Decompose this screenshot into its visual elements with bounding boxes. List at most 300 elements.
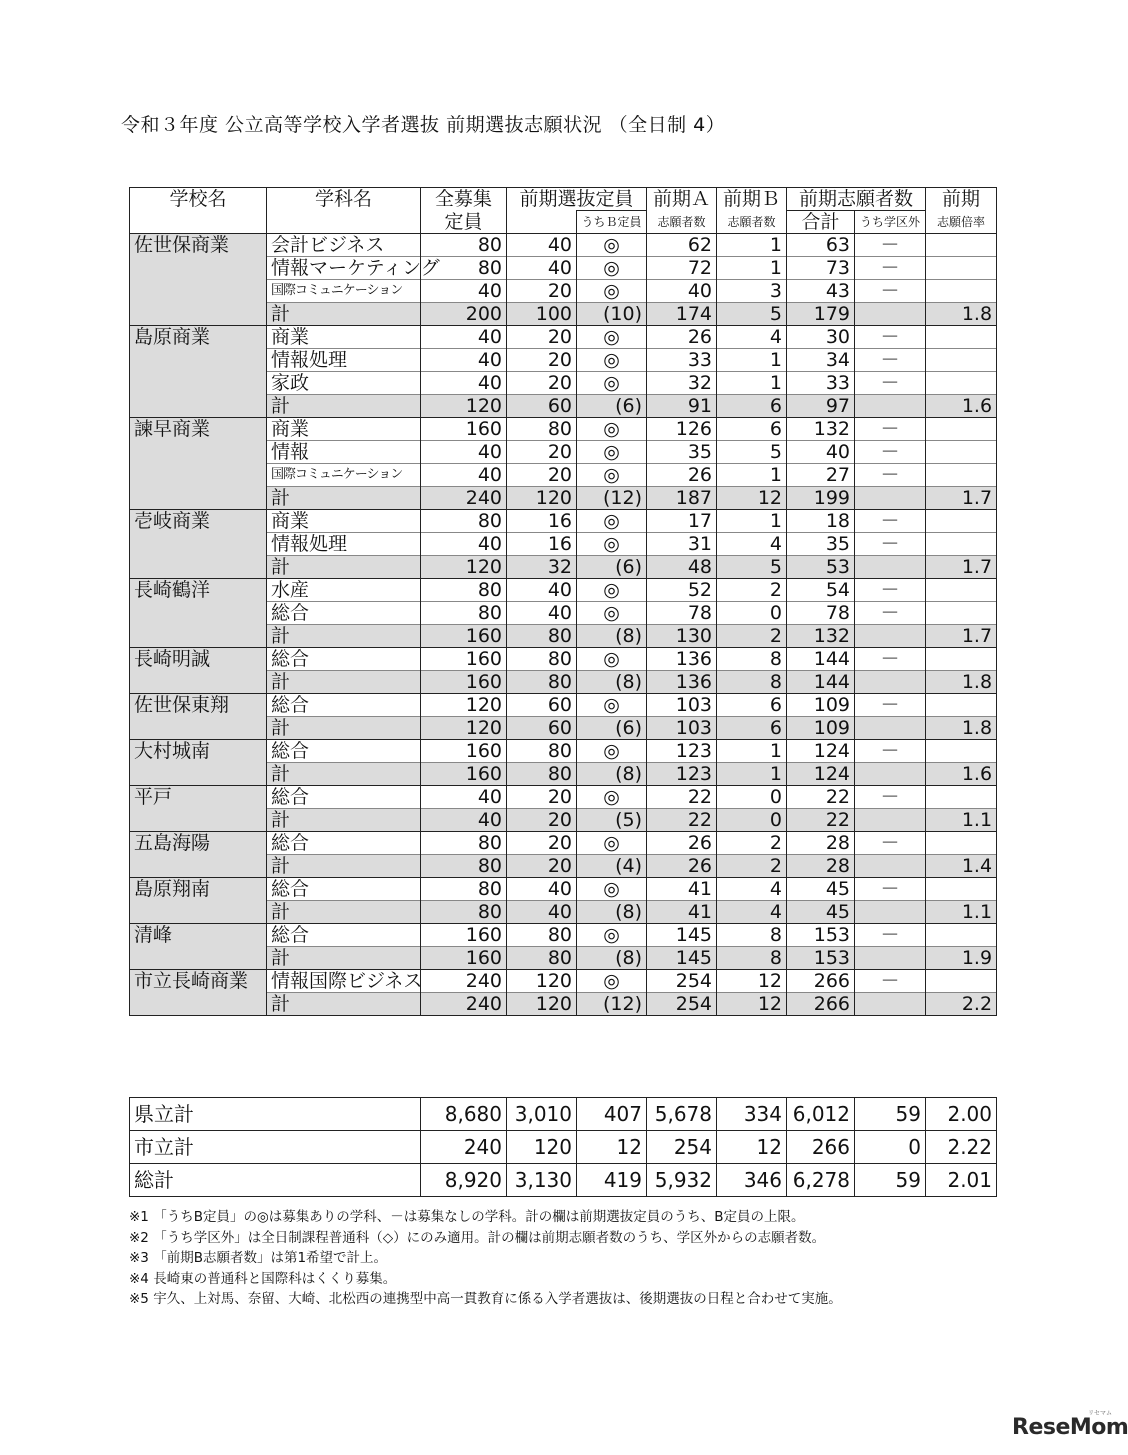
- cell-quota: 100: [507, 303, 577, 326]
- cell-bapp: 6: [717, 717, 787, 740]
- total-a: 5,932: [647, 1164, 717, 1197]
- b-header: 前期Ｂ: [717, 188, 787, 211]
- cell-out: [855, 487, 926, 510]
- watermark-logo: ReseMom: [1012, 1415, 1128, 1440]
- cell-bapp: 8: [717, 947, 787, 970]
- cell-out: －: [855, 372, 926, 395]
- grand-total-row: [130, 1098, 997, 1131]
- cell-out: [855, 671, 926, 694]
- cell-total: 27: [787, 464, 855, 487]
- cell-b: (8): [577, 625, 647, 648]
- cell-ratio: [926, 510, 997, 533]
- cell-ratio: 1.6: [926, 763, 997, 786]
- cell-a: 35: [647, 441, 717, 464]
- cell-ratio: 1.8: [926, 671, 997, 694]
- cell-bapp: 12: [717, 487, 787, 510]
- cell-bapp: 1: [717, 763, 787, 786]
- cell-total: 43: [787, 280, 855, 303]
- cell-a: 254: [647, 970, 717, 993]
- cell-bapp: 8: [717, 671, 787, 694]
- dept-name: 計: [267, 809, 421, 832]
- cell-bapp: 2: [717, 579, 787, 602]
- total-label: 県立計: [130, 1098, 421, 1131]
- cell-a: 41: [647, 901, 717, 924]
- cell-ratio: [926, 786, 997, 809]
- cell-a: 103: [647, 694, 717, 717]
- cell-cap: 80: [421, 257, 507, 280]
- cell-cap: 40: [421, 464, 507, 487]
- cell-total: 179: [787, 303, 855, 326]
- cell-total: 45: [787, 901, 855, 924]
- cell-ratio: 1.1: [926, 809, 997, 832]
- total-out: 59: [855, 1098, 926, 1131]
- a-header: 前期Ａ: [647, 188, 717, 211]
- dept-name: 情報処理: [267, 533, 421, 556]
- grand-total-row: [130, 1164, 997, 1197]
- cell-quota: 20: [507, 441, 577, 464]
- cell-b: (4): [577, 855, 647, 878]
- cell-total: 199: [787, 487, 855, 510]
- total-total: 6,012: [787, 1098, 855, 1131]
- watermark-sub: リセマム: [1088, 1410, 1112, 1417]
- cell-a: 136: [647, 648, 717, 671]
- cell-bapp: 1: [717, 349, 787, 372]
- total-ratio: 2.00: [926, 1098, 997, 1131]
- cell-b: ◎: [577, 234, 647, 257]
- cell-quota: 20: [507, 786, 577, 809]
- cell-b: ◎: [577, 464, 647, 487]
- cell-total: 35: [787, 533, 855, 556]
- cell-out: －: [855, 602, 926, 625]
- cell-b: (6): [577, 556, 647, 579]
- dept-name: 総合: [267, 648, 421, 671]
- cell-ratio: 1.9: [926, 947, 997, 970]
- cell-quota: 20: [507, 349, 577, 372]
- ratio-sub-header: 志願倍率: [926, 211, 997, 234]
- cell-ratio: [926, 878, 997, 901]
- out-district-header: うち学区外: [855, 211, 926, 234]
- total-total: 266: [787, 1131, 855, 1164]
- dept-name: 計: [267, 671, 421, 694]
- cell-quota: 32: [507, 556, 577, 579]
- cell-a: 130: [647, 625, 717, 648]
- dept-name: 情報国際ビジネス: [267, 970, 421, 993]
- cell-a: 145: [647, 924, 717, 947]
- total-b: 12: [577, 1131, 647, 1164]
- cell-quota: 40: [507, 234, 577, 257]
- cell-out: －: [855, 740, 926, 763]
- cell-bapp: 1: [717, 740, 787, 763]
- cell-ratio: [926, 326, 997, 349]
- page-title: 令和３年度 公立高等学校入学者選抜 前期選抜志願状況 （全日制 4）: [121, 114, 726, 136]
- cell-quota: 120: [507, 993, 577, 1016]
- cell-out: －: [855, 878, 926, 901]
- cell-a: 72: [647, 257, 717, 280]
- total-bapp: 346: [717, 1164, 787, 1197]
- cell-quota: 20: [507, 809, 577, 832]
- dept-name: 総合: [267, 832, 421, 855]
- cell-ratio: [926, 441, 997, 464]
- cell-out: －: [855, 510, 926, 533]
- dept-name: 国際コミュニケーション: [267, 464, 421, 487]
- cell-a: 32: [647, 372, 717, 395]
- capacity-header-2: 定員: [421, 211, 507, 234]
- cell-out: －: [855, 579, 926, 602]
- cell-a: 136: [647, 671, 717, 694]
- total-ratio: 2.22: [926, 1131, 997, 1164]
- cell-out: －: [855, 694, 926, 717]
- school-name: 五島海陽: [130, 832, 267, 878]
- table-row: [130, 924, 997, 947]
- dept-name: 計: [267, 901, 421, 924]
- cell-total: 30: [787, 326, 855, 349]
- cell-b: ◎: [577, 786, 647, 809]
- apps-total-header: 合計: [787, 211, 855, 234]
- dept-name: 情報: [267, 441, 421, 464]
- cell-out: －: [855, 418, 926, 441]
- total-ratio: 2.01: [926, 1164, 997, 1197]
- cell-bapp: 12: [717, 970, 787, 993]
- cell-out: [855, 901, 926, 924]
- header-row-2: [130, 211, 997, 234]
- cell-ratio: 1.4: [926, 855, 997, 878]
- total-out: 0: [855, 1131, 926, 1164]
- footnote: ※2 「うち学区外」は全日制課程普通科（◇）にのみ適用。計の欄は前期志願者数のうち、学区外からの志願者数。: [129, 1229, 826, 1246]
- cell-total: 33: [787, 372, 855, 395]
- cell-cap: 80: [421, 234, 507, 257]
- cell-bapp: 4: [717, 878, 787, 901]
- cell-ratio: [926, 694, 997, 717]
- cell-ratio: 1.6: [926, 395, 997, 418]
- cell-total: 124: [787, 740, 855, 763]
- cell-a: 62: [647, 234, 717, 257]
- dept-name: 総合: [267, 878, 421, 901]
- cell-a: 33: [647, 349, 717, 372]
- school-name: 佐世保東翔: [130, 694, 267, 740]
- dept-name: 総合: [267, 924, 421, 947]
- cell-cap: 240: [421, 993, 507, 1016]
- school-header: 学校名: [130, 188, 267, 211]
- cell-cap: 80: [421, 579, 507, 602]
- cell-cap: 80: [421, 832, 507, 855]
- cell-a: 26: [647, 832, 717, 855]
- cell-bapp: 0: [717, 602, 787, 625]
- cell-bapp: 4: [717, 326, 787, 349]
- cell-ratio: [926, 533, 997, 556]
- cell-out: －: [855, 280, 926, 303]
- cell-out: －: [855, 786, 926, 809]
- cell-bapp: 6: [717, 418, 787, 441]
- school-name: 壱岐商業: [130, 510, 267, 579]
- cell-cap: 160: [421, 763, 507, 786]
- cell-ratio: [926, 349, 997, 372]
- cell-b: ◎: [577, 648, 647, 671]
- cell-ratio: [926, 740, 997, 763]
- cell-total: 109: [787, 694, 855, 717]
- dept-name: 商業: [267, 418, 421, 441]
- footnotes: [129, 1207, 842, 1310]
- cell-total: 266: [787, 970, 855, 993]
- total-bapp: 334: [717, 1098, 787, 1131]
- footnote: ※4 長崎東の普通科と国際科はくくり募集。: [129, 1270, 397, 1287]
- cell-ratio: [926, 418, 997, 441]
- school-name: 清峰: [130, 924, 267, 970]
- cell-bapp: 1: [717, 464, 787, 487]
- cell-a: 22: [647, 786, 717, 809]
- table-row: [130, 234, 997, 257]
- dept-name: 情報処理: [267, 349, 421, 372]
- cell-b: ◎: [577, 326, 647, 349]
- total-quota: 120: [507, 1131, 577, 1164]
- cell-out: [855, 625, 926, 648]
- cell-b: ◎: [577, 740, 647, 763]
- cell-bapp: 0: [717, 786, 787, 809]
- cell-bapp: 1: [717, 372, 787, 395]
- total-out: 59: [855, 1164, 926, 1197]
- table-row: [130, 326, 997, 349]
- cell-out: －: [855, 648, 926, 671]
- cell-quota: 80: [507, 763, 577, 786]
- total-bapp: 12: [717, 1131, 787, 1164]
- dept-name: 計: [267, 763, 421, 786]
- dept-name: 総合: [267, 786, 421, 809]
- cell-b: ◎: [577, 579, 647, 602]
- cell-a: 26: [647, 326, 717, 349]
- dept-name: 家政: [267, 372, 421, 395]
- cell-cap: 160: [421, 924, 507, 947]
- total-a: 254: [647, 1131, 717, 1164]
- total-cap: 8,680: [421, 1098, 507, 1131]
- cell-a: 41: [647, 878, 717, 901]
- cell-total: 45: [787, 878, 855, 901]
- early-quota-header: 前期選抜定員: [507, 188, 647, 211]
- cell-a: 22: [647, 809, 717, 832]
- cell-cap: 80: [421, 602, 507, 625]
- cell-b: (8): [577, 671, 647, 694]
- cell-ratio: 1.1: [926, 901, 997, 924]
- cell-ratio: 2.2: [926, 993, 997, 1016]
- cell-b: (10): [577, 303, 647, 326]
- cell-bapp: 1: [717, 257, 787, 280]
- dept-name: 計: [267, 303, 421, 326]
- dept-name: 国際コミュニケーション: [267, 280, 421, 303]
- cell-cap: 160: [421, 648, 507, 671]
- cell-bapp: 1: [717, 234, 787, 257]
- cell-cap: 40: [421, 533, 507, 556]
- cell-quota: 20: [507, 855, 577, 878]
- dept-name: 計: [267, 993, 421, 1016]
- cell-bapp: 6: [717, 694, 787, 717]
- cell-cap: 40: [421, 372, 507, 395]
- cell-out: －: [855, 924, 926, 947]
- dept-name: 計: [267, 855, 421, 878]
- cell-cap: 80: [421, 878, 507, 901]
- cell-out: －: [855, 533, 926, 556]
- cell-total: 97: [787, 395, 855, 418]
- cell-ratio: 1.8: [926, 303, 997, 326]
- cell-ratio: 1.7: [926, 487, 997, 510]
- total-cap: 8,920: [421, 1164, 507, 1197]
- cell-out: －: [855, 464, 926, 487]
- cell-b: ◎: [577, 970, 647, 993]
- cell-cap: 120: [421, 717, 507, 740]
- cell-quota: 20: [507, 372, 577, 395]
- cell-ratio: [926, 464, 997, 487]
- cell-quota: 80: [507, 740, 577, 763]
- dept-name: 総合: [267, 602, 421, 625]
- cell-bapp: 2: [717, 625, 787, 648]
- table-row: [130, 786, 997, 809]
- apps-header: 前期志願者数: [787, 188, 926, 211]
- total-label: 総計: [130, 1164, 421, 1197]
- cell-bapp: 5: [717, 303, 787, 326]
- dept-name: 会計ビジネス: [267, 234, 421, 257]
- cell-bapp: 8: [717, 924, 787, 947]
- cell-out: [855, 855, 926, 878]
- cell-total: 28: [787, 855, 855, 878]
- b-quota-header: うちＢ定員: [577, 211, 647, 234]
- school-name: 平戸: [130, 786, 267, 832]
- dept-name: 計: [267, 556, 421, 579]
- total-a: 5,678: [647, 1098, 717, 1131]
- cell-out: [855, 303, 926, 326]
- cell-ratio: [926, 579, 997, 602]
- cell-cap: 160: [421, 671, 507, 694]
- total-cap: 240: [421, 1131, 507, 1164]
- cell-cap: 160: [421, 418, 507, 441]
- cell-total: 144: [787, 648, 855, 671]
- cell-a: 123: [647, 763, 717, 786]
- cell-b: (6): [577, 717, 647, 740]
- cell-a: 91: [647, 395, 717, 418]
- cell-cap: 200: [421, 303, 507, 326]
- dept-name: 計: [267, 625, 421, 648]
- cell-total: 28: [787, 832, 855, 855]
- cell-b: ◎: [577, 441, 647, 464]
- cell-cap: 240: [421, 970, 507, 993]
- cell-b: (12): [577, 487, 647, 510]
- cell-b: ◎: [577, 510, 647, 533]
- cell-cap: 240: [421, 487, 507, 510]
- cell-bapp: 12: [717, 993, 787, 1016]
- cell-total: 22: [787, 786, 855, 809]
- cell-a: 17: [647, 510, 717, 533]
- cell-total: 144: [787, 671, 855, 694]
- cell-total: 109: [787, 717, 855, 740]
- footnote: ※5 宇久、上対馬、奈留、大崎、北松西の連携型中高一貫教育に係る入学者選抜は、後期選抜の日程と合わせて実施。: [129, 1291, 842, 1307]
- ratio-header: 前期: [926, 188, 997, 211]
- cell-ratio: [926, 280, 997, 303]
- cell-b: (8): [577, 901, 647, 924]
- dept-name: 計: [267, 395, 421, 418]
- cell-b: ◎: [577, 602, 647, 625]
- cell-quota: 60: [507, 694, 577, 717]
- cell-b: ◎: [577, 372, 647, 395]
- grand-total-row: [130, 1131, 997, 1164]
- cell-cap: 40: [421, 326, 507, 349]
- cell-b: ◎: [577, 280, 647, 303]
- cell-b: (6): [577, 395, 647, 418]
- cell-total: 124: [787, 763, 855, 786]
- cell-total: 132: [787, 418, 855, 441]
- table-row: [130, 510, 997, 533]
- cell-b: (8): [577, 947, 647, 970]
- cell-total: 73: [787, 257, 855, 280]
- footnote: ※3 「前期B志願者数」は第1希望で計上。: [129, 1250, 388, 1266]
- cell-quota: 16: [507, 533, 577, 556]
- cell-a: 48: [647, 556, 717, 579]
- cell-quota: 120: [507, 970, 577, 993]
- cell-out: [855, 395, 926, 418]
- cell-bapp: 5: [717, 556, 787, 579]
- table-row: [130, 579, 997, 602]
- b-sub-header: 志願者数: [717, 211, 787, 234]
- cell-cap: 40: [421, 786, 507, 809]
- cell-out: －: [855, 832, 926, 855]
- cell-quota: 20: [507, 832, 577, 855]
- dept-header: 学科名: [267, 188, 421, 211]
- dept-name: 計: [267, 487, 421, 510]
- total-total: 6,278: [787, 1164, 855, 1197]
- cell-bapp: 6: [717, 395, 787, 418]
- cell-quota: 60: [507, 717, 577, 740]
- table-row: [130, 970, 997, 993]
- cell-b: ◎: [577, 533, 647, 556]
- cell-cap: 120: [421, 395, 507, 418]
- cell-b: ◎: [577, 257, 647, 280]
- total-quota: 3,130: [507, 1164, 577, 1197]
- total-quota: 3,010: [507, 1098, 577, 1131]
- cell-quota: 80: [507, 924, 577, 947]
- cell-ratio: 1.7: [926, 625, 997, 648]
- cell-bapp: 2: [717, 855, 787, 878]
- cell-b: ◎: [577, 694, 647, 717]
- cell-ratio: 1.8: [926, 717, 997, 740]
- cell-quota: 40: [507, 602, 577, 625]
- cell-a: 26: [647, 855, 717, 878]
- school-name: 佐世保商業: [130, 234, 267, 326]
- cell-quota: 80: [507, 648, 577, 671]
- cell-cap: 160: [421, 740, 507, 763]
- cell-bapp: 4: [717, 901, 787, 924]
- cell-quota: 40: [507, 901, 577, 924]
- cell-a: 40: [647, 280, 717, 303]
- a-sub-header: 志願者数: [647, 211, 717, 234]
- dept-name: 水産: [267, 579, 421, 602]
- cell-a: 174: [647, 303, 717, 326]
- cell-ratio: [926, 234, 997, 257]
- header-row-1: [130, 188, 997, 211]
- cell-ratio: [926, 257, 997, 280]
- cell-cap: 80: [421, 855, 507, 878]
- cell-a: 145: [647, 947, 717, 970]
- school-name: 島原翔南: [130, 878, 267, 924]
- cell-out: －: [855, 441, 926, 464]
- cell-out: －: [855, 970, 926, 993]
- cell-quota: 16: [507, 510, 577, 533]
- cell-b: ◎: [577, 924, 647, 947]
- total-b: 407: [577, 1098, 647, 1131]
- cell-quota: 20: [507, 326, 577, 349]
- cell-b: ◎: [577, 832, 647, 855]
- cell-a: 26: [647, 464, 717, 487]
- cell-a: 78: [647, 602, 717, 625]
- cell-b: (12): [577, 993, 647, 1016]
- dept-name: 商業: [267, 326, 421, 349]
- cell-a: 103: [647, 717, 717, 740]
- cell-cap: 40: [421, 349, 507, 372]
- cell-quota: 80: [507, 418, 577, 441]
